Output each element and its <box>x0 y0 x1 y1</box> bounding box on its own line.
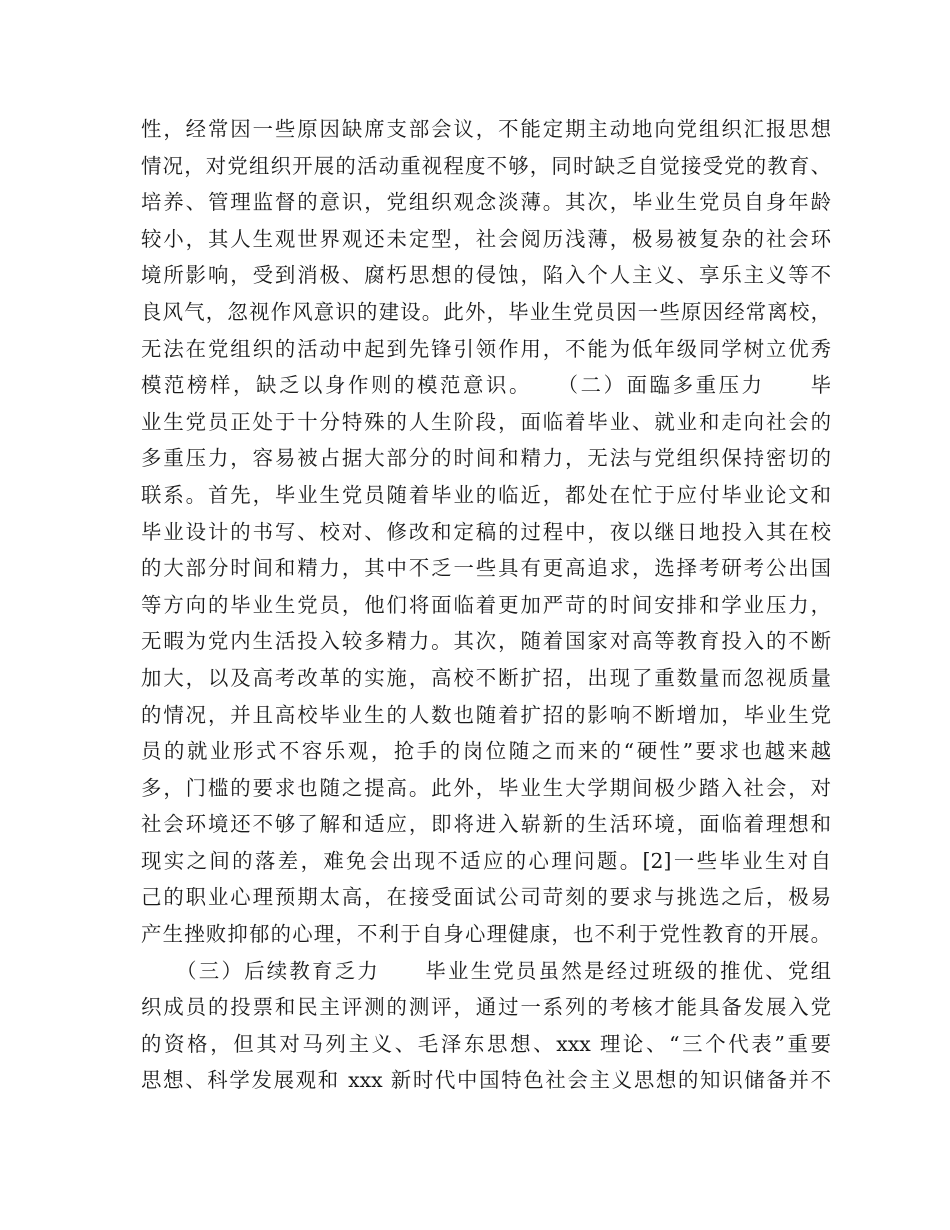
text-line: 联系。首先，毕业生党员随着毕业的临近，都处在忙于应付毕业论文和 <box>141 482 831 507</box>
text-line: 无法在党组织的活动中起到先锋引领作用，不能为低年级同学树立优秀 <box>141 336 831 361</box>
text-line: 良风气，忽视作风意识的建设。此外，毕业生党员因一些原因经常离校， <box>141 299 831 324</box>
text-line: 的大部分时间和精力，其中不乏一些具有更高追求，选择考研考公出国 <box>141 556 831 581</box>
text-line: 己的职业心理预期太高，在接受面试公司苛刻的要求与挑选之后，极易 <box>141 885 831 910</box>
section-heading-line: （三）后续教育乏力 毕业生党员虽然是经过班级的推优、党组 <box>141 958 831 983</box>
text-line: 思想、科学发展观和 xxx 新时代中国特色社会主义思想的知识储备并不 <box>141 1068 831 1093</box>
text-line: 毕业设计的书写、校对、修改和定稿的过程中，夜以继日地投入其在校 <box>141 519 831 544</box>
text-line: 无暇为党内生活投入较多精力。其次，随着国家对高等教育投入的不断 <box>141 629 831 654</box>
text-line: 社会环境还不够了解和适应，即将进入崭新的生活环境，面临着理想和 <box>141 812 831 837</box>
text-line: 的情况，并且高校毕业生的人数也随着扩招的影响不断增加，毕业生党 <box>141 702 831 727</box>
text-line: 的资格，但其对马列主义、毛泽东思想、xxx 理论、“三个代表”重要 <box>141 1031 831 1056</box>
text-line: 情况，对党组织开展的活动重视程度不够，同时缺乏自觉接受党的教育、 <box>141 153 831 178</box>
text-line: 业生党员正处于十分特殊的人生阶段，面临着毕业、就业和走向社会的 <box>141 409 831 434</box>
text-line: 加大，以及高考改革的实施，高校不断扩招，出现了重数量而忽视质量 <box>141 665 831 690</box>
text-line: 较小，其人生观世界观还未定型，社会阅历浅薄，极易被复杂的社会环 <box>141 226 831 251</box>
text-line: 等方向的毕业生党员，他们将面临着更加严苛的时间安排和学业压力， <box>141 592 831 617</box>
section-heading-line: 模范榜样，缺乏以身作则的模范意识。 （二）面臨多重压力 毕 <box>141 373 831 398</box>
text-line: 织成员的投票和民主评测的测评，通过一系列的考核才能具备发展入党 <box>141 995 831 1020</box>
text-line: 多，门槛的要求也随之提高。此外，毕业生大学期间极少踏入社会，对 <box>141 775 831 800</box>
body-text <box>141 111 831 1099</box>
text-line: 员的就业形式不容乐观，抢手的岗位随之而来的“硬性”要求也越来越 <box>141 739 831 764</box>
text-line: 多重压力，容易被占据大部分的时间和精力，无法与党组织保持密切的 <box>141 446 831 471</box>
text-line: 现实之间的落差，难免会出现不适应的心理问题。[2]一些毕业生对自 <box>141 848 831 873</box>
text-line: 境所影响，受到消极、腐朽思想的侵蚀，陷入个人主义、享乐主义等不 <box>141 263 831 288</box>
text-line: 性，经常因一些原因缺席支部会议，不能定期主动地向党组织汇报思想 <box>141 117 831 141</box>
text-line: 培养、管理监督的意识，党组织观念淡薄。其次，毕业生党员自身年龄 <box>141 190 831 215</box>
text-line: 产生挫败抑郁的心理，不利于自身心理健康，也不利于党性教育的开展。 <box>141 922 831 947</box>
